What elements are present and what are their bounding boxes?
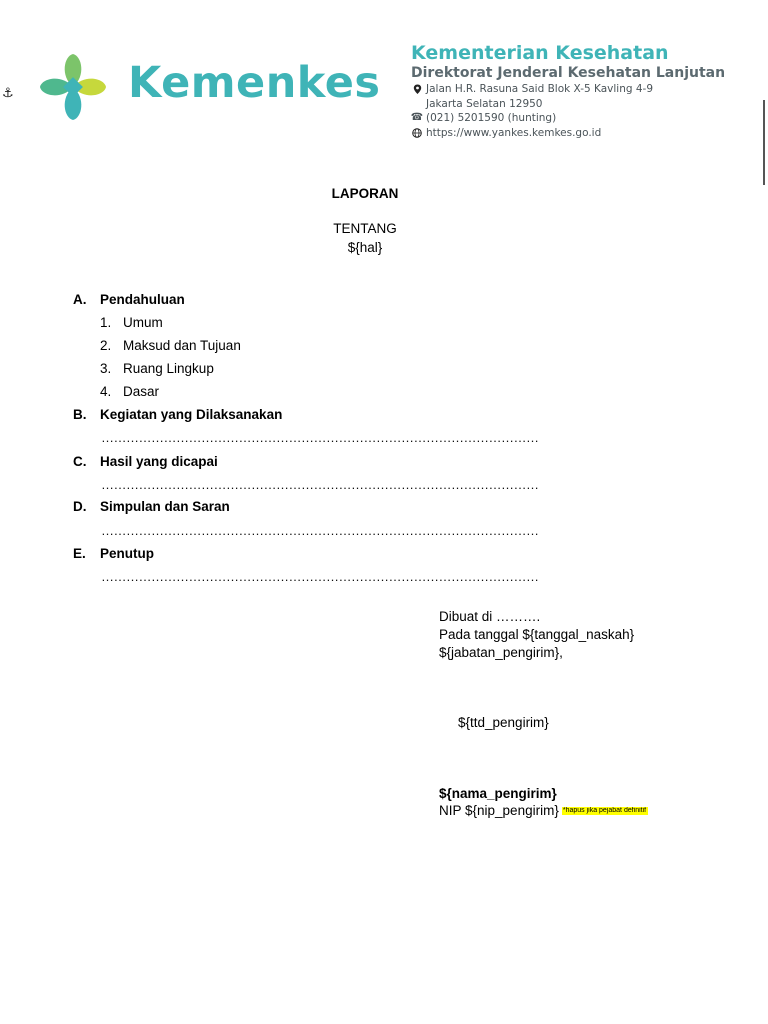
section-c-heading: C. Hasil yang dicapai xyxy=(73,454,218,469)
ministry-name: Kementerian Kesehatan xyxy=(411,42,669,64)
address-line-1: Jalan H.R. Rasuna Said Blok X-5 Kavling 4-9 xyxy=(411,82,725,97)
highlight-note: *hapus jika pejabat definitif xyxy=(562,807,647,815)
phone-icon: ☎ xyxy=(410,112,424,123)
list-item: 3. Ruang Lingkup xyxy=(100,361,214,376)
document-title: LAPORAN xyxy=(331,186,399,201)
signature-place: Dibuat di ………. xyxy=(439,609,541,624)
signature-ttd: ${ttd_pengirim} xyxy=(458,715,549,730)
section-a-heading: A. Pendahuluan xyxy=(73,292,185,307)
list-item: 4. Dasar xyxy=(100,384,160,399)
signature-position: ${jabatan_pengirim}, xyxy=(439,645,563,660)
directorate-name: Direktorat Jenderal Kesehatan Lanjutan xyxy=(411,65,726,81)
signer-nip: NIP ${nip_pengirim} *hapus jika pejabat definitif xyxy=(439,803,647,818)
location-pin-icon xyxy=(411,84,423,95)
brand-name: Kemenkes xyxy=(128,58,381,108)
phone-line: ☎ (021) 5201590 (hunting) xyxy=(410,112,557,124)
about-label: TENTANG xyxy=(333,221,397,236)
signer-name: ${nama_pengirim} xyxy=(439,786,557,801)
anchor-icon: ⚓ xyxy=(2,86,14,101)
about-value: ${hal} xyxy=(347,240,383,255)
placeholder-dots: …………………………………………………………………………………………… xyxy=(101,430,539,445)
page-edge-rule xyxy=(763,100,765,185)
list-item: 1. Umum xyxy=(100,315,163,330)
placeholder-dots: …………………………………………………………………………………………… xyxy=(101,477,539,492)
list-item: 2. Maksud dan Tujuan xyxy=(100,338,241,353)
section-e-heading: E. Penutup xyxy=(73,546,154,561)
kemenkes-logo-icon xyxy=(36,50,110,124)
section-b-heading: B. Kegiatan yang Dilaksanakan xyxy=(73,407,283,422)
section-d-heading: D. Simpulan dan Saran xyxy=(73,499,230,514)
letterhead xyxy=(411,42,725,140)
website-line: https://www.yankes.kemkes.go.id xyxy=(411,126,725,141)
placeholder-dots: …………………………………………………………………………………………… xyxy=(101,523,539,538)
signature-date: Pada tanggal ${tanggal_naskah} xyxy=(439,627,635,642)
placeholder-dots: …………………………………………………………………………………………… xyxy=(101,569,539,584)
globe-icon xyxy=(411,128,423,138)
address-line-2: Jakarta Selatan 12950 xyxy=(426,97,543,110)
